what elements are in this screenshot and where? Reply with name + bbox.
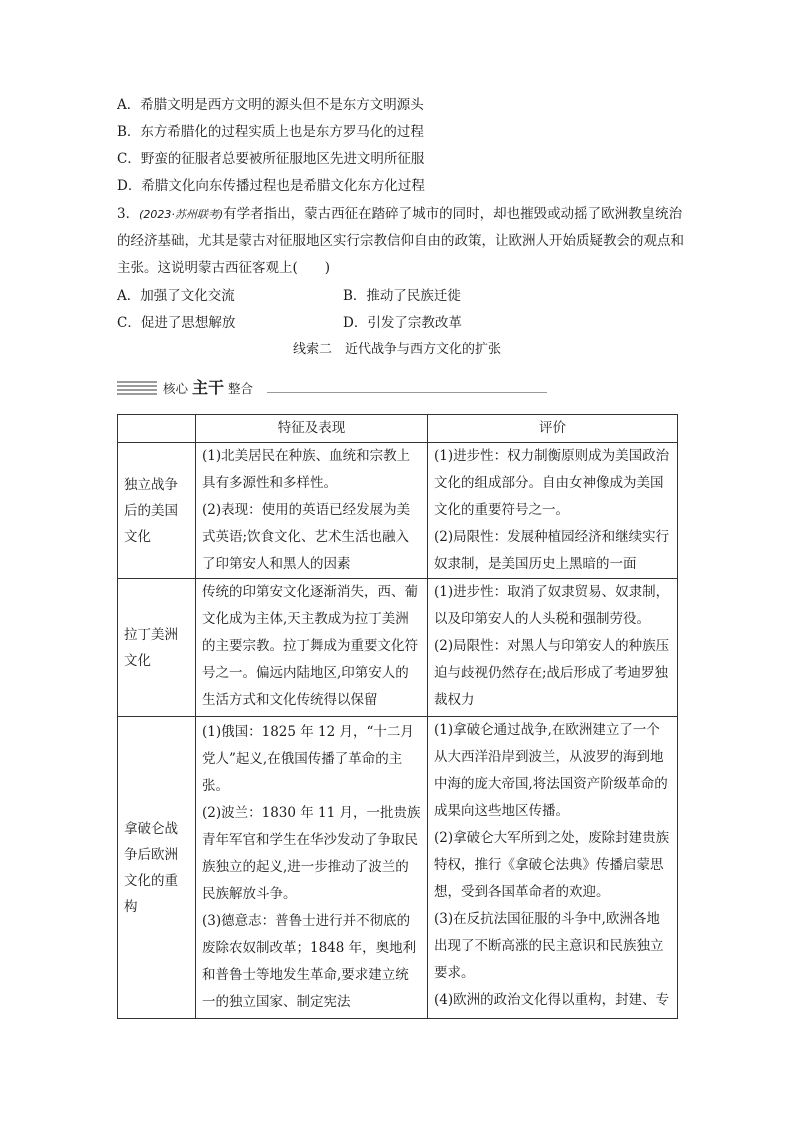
feature-item: (3)德意志：普鲁士进行并不彻底的废除农奴制改革；1848 年，奥地利和普鲁士等地发生革命,要求建立统一的独立国家、制定宪法 — [202, 913, 417, 1010]
question-3 — [117, 201, 687, 282]
evaluation-item: (1)进步性：权力制衡原则成为美国政治文化的组成部分。自由女神像成为美国文化的重要符号之一。 — [434, 448, 670, 518]
banner-suffix: 整合 — [228, 381, 254, 396]
section-title: 线索二 近代战争与西方文化的扩张 — [292, 342, 501, 357]
table-header-evaluation: 评价 — [428, 415, 678, 443]
features-cell — [196, 579, 428, 717]
evaluation-item: (2)局限性：发展种植园经济和继续实行奴隶制，是美国历史上黑暗的一面 — [434, 529, 670, 572]
table-row — [118, 579, 678, 717]
features-cell — [196, 717, 428, 1019]
evaluation-cell — [428, 443, 678, 579]
evaluation-cell — [428, 717, 678, 1019]
evaluation-item: (1)进步性：取消了奴隶贸易、奴隶制，以及印第安人的人头税和强制劳役。 — [434, 584, 670, 627]
table-header-features: 特征及表现 — [196, 415, 428, 443]
table-row — [118, 717, 678, 1019]
evaluation-item: (4)欧洲的政治文化得以重构，封建、专 — [434, 992, 670, 1008]
table-header-row — [118, 415, 678, 443]
banner-stripes-decoration — [117, 381, 157, 395]
q2-option-b: B．东方希腊化的过程实质上也是东方罗马化的过程 — [117, 124, 424, 140]
q3-option-b: B．推动了民族迁徙 — [343, 288, 461, 304]
feature-item: (1)北美居民在种族、血统和宗教上具有多源性和多样性。 — [202, 448, 411, 491]
banner-rule — [267, 392, 547, 393]
features-cell — [196, 443, 428, 579]
feature-item: (2)表现：使用的英语已经发展为美式英语;饮食文化、艺术生活也融入了印第安人和黑人的因素 — [202, 502, 411, 572]
feature-item: (1)俄国：1825 年 12 月，“十二月党人”起义,在俄国传播了革命的主张。 — [202, 724, 414, 794]
evaluation-cell — [428, 579, 678, 717]
banner-main: 主干 — [192, 378, 225, 397]
table-header-blank — [118, 415, 196, 443]
evaluation-item: (1)拿破仑通过战争,在欧洲建立了一个从大西洋沿岸到波兰，从波罗的海到地中海的庞大帝国,将法国资产阶级革命的成果向这些地区传播。 — [434, 722, 668, 819]
feature-item: 传统的印第安文化逐渐消失，西、葡文化成为主体,天主教成为拉丁美洲的主要宗教。拉丁舞成为重要文化符号之一。偏远内陆地区,印第安人的生活方式和文化传统得以保留 — [202, 584, 418, 708]
q2-option-d: D．希腊文化向东传播过程也是希腊文化东方化过程 — [117, 178, 425, 194]
q3-option-c: C．促进了思想解放 — [117, 315, 236, 331]
row-label: 独立战争后的美国文化 — [118, 443, 196, 579]
q2-option-c: C．野蛮的征服者总要被所征服地区先进文明所征服 — [117, 151, 425, 167]
banner-prefix: 核心 — [163, 381, 189, 396]
q3-option-d: D．引发了宗教改革 — [343, 315, 462, 331]
question-stem: 有学者指出，蒙古西征在踏碎了城市的同时，却也摧毁或动摇了欧洲教皇统治的经济基础，尤其是蒙古对征服地区实行宗教信仰自由的政策，让欧洲人开始质疑教会的观点和主张。这说明蒙古西征客观上( ) — [117, 206, 684, 276]
banner-text — [163, 377, 253, 400]
q3-option-a: A．加强了文化交流 — [117, 288, 235, 304]
row-label: 拿破仑战争后欧洲文化的重构 — [118, 717, 196, 1019]
evaluation-item: (3)在反抗法国征服的斗争中,欧洲各地出现了不断高涨的民主意识和民族独立要求。 — [434, 911, 664, 981]
q2-option-a: A．希腊文明是西方文明的源头但不是东方文明源头 — [117, 97, 424, 113]
question-source: (2023·苏州联考) — [139, 208, 224, 221]
summary-table — [117, 414, 678, 1019]
row-label: 拉丁美洲文化 — [118, 579, 196, 717]
feature-item: (2)波兰：1830 年 11 月，一批贵族青年军官和学生在华沙发动了争取民族独立的起义,进一步推动了波兰的民族解放斗争。 — [202, 805, 421, 902]
evaluation-item: (2)局限性：对黑人与印第安人的种族压迫与歧视仍然存在;战后形成了考迪罗独裁权力 — [434, 638, 670, 708]
section-banner — [117, 377, 677, 399]
table-row — [118, 443, 678, 579]
question-number: 3． — [117, 206, 140, 222]
evaluation-item: (2)拿破仑大军所到之处，废除封建贵族特权，推行《拿破仑法典》传播启蒙思想，受到各国革命者的欢迎。 — [434, 830, 670, 900]
